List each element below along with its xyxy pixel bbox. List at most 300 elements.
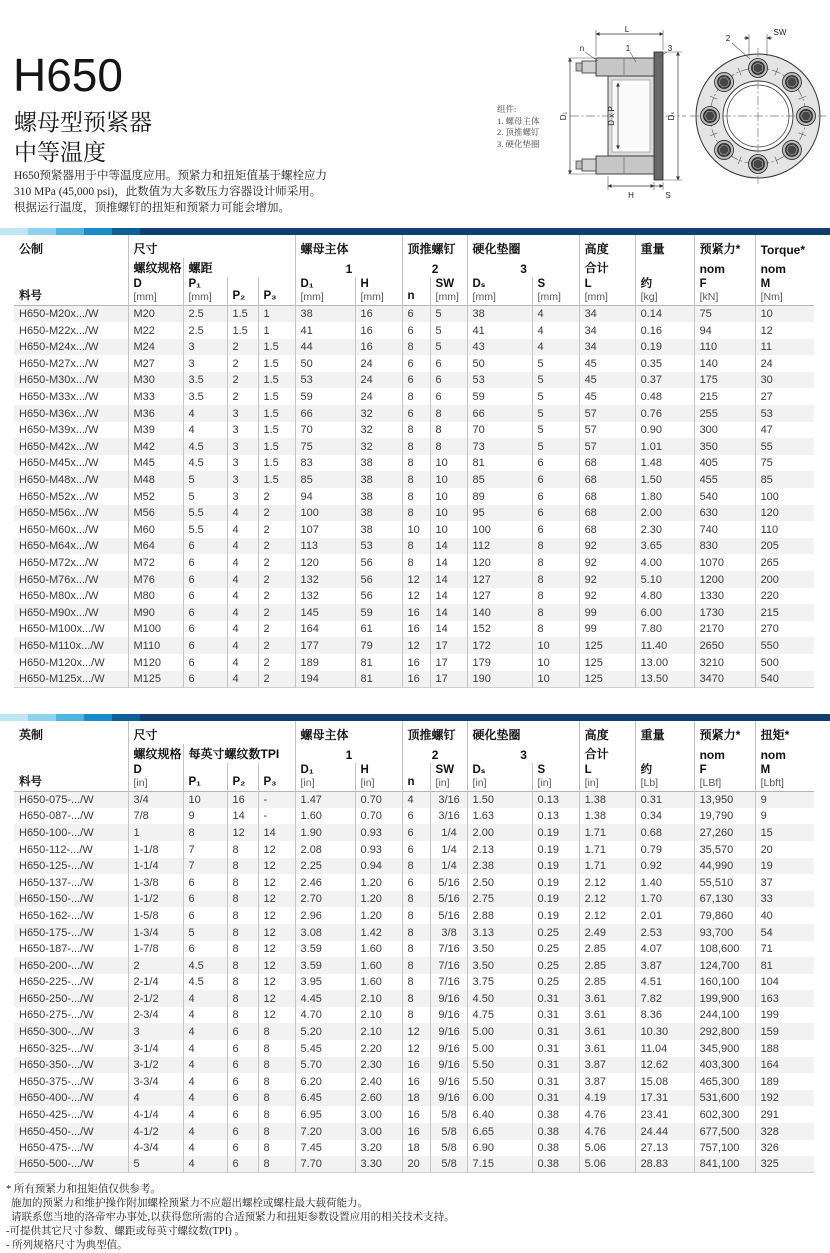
table-cell: 8 [227,907,258,924]
table-cell: 10 [532,654,579,671]
table-cell: 3 [128,1023,183,1040]
table-cell: 12 [258,990,295,1007]
table-cell: 38 [355,455,402,472]
table-cell: 6 [227,1123,258,1140]
table-cell: 71 [755,941,814,958]
table-cell: 1.38 [579,791,635,808]
table-cell: 0.38 [532,1156,579,1173]
table-cell: 55 [755,438,814,455]
table-cell: 163 [755,990,814,1007]
table-cell: 2.00 [635,505,694,522]
table-cell: 66 [467,405,532,422]
table-row [14,306,814,323]
bolt-head [749,155,768,174]
table-cell: 7.82 [635,990,694,1007]
table-cell: 107 [295,521,355,538]
table-cell: 45 [579,372,635,389]
part-number-cell: H650-M52x.../W [19,490,99,503]
part-number-cell: H650-150-.../W [19,893,94,906]
table-cell: 8 [402,438,430,455]
table-cell: 8 [402,907,430,924]
table-cell: 120 [467,554,532,571]
table-cell: 0.31 [532,1057,579,1074]
table-cell: 1 [128,824,183,841]
table-cell: 112 [467,538,532,555]
table-cell: 35,570 [694,841,755,858]
table-cell: 345,900 [694,1040,755,1057]
table-cell: 0.31 [532,1007,579,1024]
table-row [14,891,814,908]
table-cell: 8 [532,621,579,638]
table-row [14,808,814,825]
table-cell: 2 [258,604,295,621]
footnotes [6,1183,830,1253]
table-cell: 12 [402,1023,430,1040]
table-cell: 3470 [694,671,755,688]
table-cell: 8 [532,554,579,571]
table-cell: 9/16 [430,1057,467,1074]
table-cell: 2.10 [355,1023,402,1040]
table-cell: 6 [402,322,430,339]
table-cell: 0.25 [532,924,579,941]
table-cell: 0.19 [532,891,579,908]
table-cell: 215 [694,388,755,405]
table-cell: 8 [430,422,467,439]
table-cell: 17 [430,671,467,688]
table-cell: 6 [532,455,579,472]
table-cell: 630 [694,505,755,522]
subgroup-pitch: 螺距 [183,258,295,277]
table-cell: 8 [532,538,579,555]
table-cell: 5.20 [295,1023,355,1040]
group-hardened-washer: 硬化垫圈 [467,235,579,258]
table-cell: 16 [402,1123,430,1140]
part-number-cell: H650-125-.../W [19,860,94,873]
table-cell: 12 [755,322,814,339]
table-cell: 3 [227,405,258,422]
table-cell: 38 [355,488,402,505]
table-cell: 7.70 [295,1156,355,1173]
header-section [0,0,830,228]
table-cell: 7/16 [430,941,467,958]
callout-label-1: 1 [625,44,631,53]
table-cell: 6 [183,588,227,605]
table-cell: M76 [128,571,183,588]
table-cell: 9 [755,808,814,825]
group-height-total: 合计 [579,744,635,763]
table-cell: 11 [755,339,814,356]
table-cell: 6 [183,621,227,638]
column-S: S [mm] [532,277,579,306]
page-subtitle-type: 螺母型预紧器 [14,109,152,135]
table-cell: 59 [467,388,532,405]
table-cell: 75 [694,306,755,323]
table-cell: 10 [430,488,467,505]
table-cell: 602,300 [694,1106,755,1123]
table-cell: 45 [579,355,635,372]
table-cell: 5.06 [579,1156,635,1173]
table-cell: 92 [579,554,635,571]
table-cell: 8 [402,505,430,522]
table-cell: 2.88 [467,907,532,924]
table-row [14,957,814,974]
column-part-number: 料号 [19,775,42,788]
table-cell: 291 [755,1106,814,1123]
table-cell: 17.31 [635,1090,694,1107]
table-row [14,505,814,522]
group-torque: Torque* [755,235,814,258]
table-cell: 27,260 [694,824,755,841]
table-cell: 3/16 [430,791,467,808]
table-cell: 4 [227,637,258,654]
table-cell: 27.13 [635,1140,694,1157]
table-cell: 28.83 [635,1156,694,1173]
table-cell: 2 [227,372,258,389]
table-cell: 10 [430,505,467,522]
table-cell: 1.20 [355,891,402,908]
bolt-head [797,107,816,126]
column-L: L [in] [579,763,635,792]
table-cell: 0.16 [635,322,694,339]
table-row [14,355,814,372]
table-cell: 6 [402,405,430,422]
table-cell: 5/8 [430,1106,467,1123]
table-cell: 4.5 [183,974,227,991]
table-cell: 68 [579,488,635,505]
part-number-cell: H650-M110x.../W [19,639,104,652]
table-cell: 2 [258,621,295,638]
table-cell: 68 [579,455,635,472]
table-cell: 5.70 [295,1057,355,1074]
metric-table-accent-bar [0,228,830,235]
table-cell: 2.01 [635,907,694,924]
table-row [14,322,814,339]
table-cell: 38 [295,306,355,323]
table-cell: 1.5 [258,405,295,422]
part-number-cell: H650-M72x.../W [19,557,99,569]
table-cell: 75 [755,455,814,472]
table-cell: 179 [467,654,532,671]
table-cell: 30 [755,372,814,389]
table-cell: 0.70 [355,808,402,825]
table-cell: 4 [227,621,258,638]
table-cell: 44,990 [694,858,755,875]
table-cell: 57 [579,422,635,439]
jackbolt-top [576,58,654,76]
column-P1: P₁ [mm] [183,277,227,306]
table-cell: 20 [402,1156,430,1173]
table-cell: 1.80 [635,488,694,505]
footnote-line: 请联系您当地的洛帝牢办事处,以获得您所需的合适预紧力和扭矩参数设置应用的相关技术支持。 [11,1212,455,1224]
table-cell: 4.70 [295,1007,355,1024]
part-number-cell: H650-325-.../W [19,1042,94,1055]
description-line: 根据运行温度，顶推螺钉的扭矩和预紧力可能会增加。 [14,202,290,214]
table-cell: 5.06 [579,1140,635,1157]
table-cell: 3.75 [467,974,532,991]
table-cell: 8 [402,388,430,405]
table-cell: 67,130 [694,891,755,908]
table-cell: 0.19 [532,874,579,891]
table-cell: 1-1/8 [128,841,183,858]
page-subtitle-temp: 中等温度 [14,139,106,165]
table-cell: 24.44 [635,1123,694,1140]
part-number-cell: H650-M22x.../W [19,324,99,337]
part-number-cell: H650-187-.../W [19,943,94,956]
table-cell: 4.45 [295,990,355,1007]
table-cell: 328 [755,1123,814,1140]
table-cell: 4 [183,422,227,439]
table-cell: 1.50 [467,791,532,808]
callout-label-n: n [579,44,585,53]
table-cell: 27 [755,388,814,405]
part-number-cell: H650-162-.../W [19,909,94,922]
table-cell: 53 [755,405,814,422]
table-cell: 4 [532,306,579,323]
imperial-table-accent-bar [0,714,830,721]
table-cell: 16 [227,791,258,808]
table-cell: M100 [128,621,183,638]
table-cell: 164 [295,621,355,638]
table-cell: 127 [467,588,532,605]
table-cell: 5 [430,339,467,356]
table-cell: 3.5 [183,388,227,405]
table-cell: 0.13 [532,791,579,808]
table-row [14,1090,814,1107]
region-label: 公制 [19,242,44,256]
table-cell: 6.45 [295,1090,355,1107]
table-cell: 3/16 [430,808,467,825]
table-cell: 1200 [694,571,755,588]
table-cell: 83 [295,455,355,472]
table-cell: 132 [295,588,355,605]
table-cell: 1.63 [467,808,532,825]
table-cell: 45 [579,388,635,405]
table-cell: 255 [694,405,755,422]
table-cell: 3.87 [579,1057,635,1074]
table-cell: 6 [183,891,227,908]
table-cell: 10 [755,306,814,323]
table-cell: 2.46 [295,874,355,891]
group-height: 高度 [579,235,635,258]
group-nut-body: 螺母主体 [295,721,402,744]
table-cell: 4.76 [579,1123,635,1140]
table-cell: 2650 [694,637,755,654]
table-cell: 6 [430,355,467,372]
table-cell: 5/8 [430,1156,467,1173]
table-cell: 2 [258,521,295,538]
table-cell: 5 [183,471,227,488]
table-cell: 140 [694,355,755,372]
table-cell: 175 [694,372,755,389]
table-cell: 4 [183,1090,227,1107]
dim-label-SW: SW [773,28,787,37]
table-cell: 2 [258,554,295,571]
table-row [14,1040,814,1057]
table-cell: 830 [694,538,755,555]
table-cell: 92 [579,538,635,555]
dim-label-DxP: D x P [607,106,616,126]
table-cell: 8 [402,488,430,505]
table-cell: 47 [755,422,814,439]
table-cell: 1-7/8 [128,941,183,958]
table-cell: 5 [532,405,579,422]
table-cell: 0.31 [635,791,694,808]
table-cell: M80 [128,588,183,605]
table-cell: M20 [128,306,183,323]
table-cell: 4 [402,791,430,808]
table-row [14,405,814,422]
table-cell: 1.5 [227,306,258,323]
table-cell: 125 [579,637,635,654]
table-cell: 1.42 [355,924,402,941]
table-cell: 38 [355,505,402,522]
part-number-cell: H650-M36x.../W [19,407,99,420]
table-cell: 20 [755,841,814,858]
table-cell: 0.14 [635,306,694,323]
table-cell: 14 [430,554,467,571]
table-row [14,824,814,841]
component-number-1: 1 [295,258,402,277]
part-number-cell: H650-350-.../W [19,1059,94,1072]
table-cell: 2 [227,339,258,356]
table-cell: 14 [430,604,467,621]
component-legend [497,104,540,150]
group-height: 高度 [579,721,635,744]
table-cell: 8 [402,471,430,488]
table-cell: 160,100 [694,974,755,991]
table-cell: 5.00 [467,1040,532,1057]
part-number-cell: H650-275-.../W [19,1009,94,1022]
table-cell: 8 [430,438,467,455]
table-cell: 0.13 [532,808,579,825]
table-cell: 8 [402,339,430,356]
table-row [14,874,814,891]
table-cell: 5.45 [295,1040,355,1057]
table-cell: 8 [183,824,227,841]
table-cell: 2 [258,637,295,654]
table-cell: 0.25 [532,941,579,958]
table-cell: 1.5 [258,471,295,488]
table-cell: 2.49 [579,924,635,941]
table-cell: 18 [402,1140,430,1157]
table-cell: 85 [755,471,814,488]
table-row [14,571,814,588]
table-cell: 188 [755,1040,814,1057]
table-cell: M56 [128,505,183,522]
metric-table [14,235,814,688]
column-P2: P₂ [227,763,258,792]
table-cell: 68 [579,471,635,488]
table-cell: 0.31 [532,1040,579,1057]
table-cell: 192 [755,1090,814,1107]
part-number-cell: H650-475-.../W [19,1142,94,1155]
table-cell: 3.95 [295,974,355,991]
table-cell: 0.79 [635,841,694,858]
table-cell: 7/16 [430,957,467,974]
table-cell: 43 [467,339,532,356]
table-cell: 5.10 [635,571,694,588]
table-cell: 2.10 [355,990,402,1007]
table-cell: - [258,791,295,808]
table-cell: 0.25 [532,957,579,974]
table-cell: 0.92 [635,858,694,875]
table-cell: 6 [183,637,227,654]
table-cell: 4.50 [467,990,532,1007]
table-cell: 110 [755,521,814,538]
table-cell: 1.5 [258,339,295,356]
flange-front-view [690,28,826,184]
table-cell: 8 [532,588,579,605]
table-cell: 34 [579,306,635,323]
table-cell: 0.35 [635,355,694,372]
table-cell: 4-1/4 [128,1106,183,1123]
table-cell: 2.12 [579,891,635,908]
column-Ds: Dₛ [mm] [467,277,532,306]
table-cell: 6.90 [467,1140,532,1157]
table-cell: 0.48 [635,388,694,405]
table-cell: 57 [579,438,635,455]
column-L: L [mm] [579,277,635,306]
table-row [14,471,814,488]
table-cell: 8 [402,1007,430,1024]
table-cell: 8 [430,405,467,422]
table-cell: M42 [128,438,183,455]
table-cell: 172 [467,637,532,654]
table-cell: 104 [755,974,814,991]
table-cell: 38 [355,471,402,488]
table-cell: 6 [183,538,227,555]
table-cell: 13,950 [694,791,755,808]
table-cell: 5.50 [467,1073,532,1090]
table-cell: 5/16 [430,907,467,924]
table-cell: 2.40 [355,1073,402,1090]
table-cell: 3.20 [355,1140,402,1157]
part-number-cell: H650-225-.../W [19,976,94,989]
footnote-line: 施加的预紧力和维护操作附加螺栓预紧力不应超出螺栓或螺柱最大载荷能力。 [11,1198,368,1210]
table-cell: 16 [355,322,402,339]
table-cell: 3 [227,455,258,472]
part-number-cell: H650-M42x.../W [19,440,99,453]
table-cell: 6 [227,1156,258,1173]
table-cell: 0.94 [355,858,402,875]
table-cell: 81 [355,654,402,671]
table-cell: 81 [467,455,532,472]
table-cell: 3-1/2 [128,1057,183,1074]
table-cell: 14 [227,808,258,825]
table-cell: 0.93 [355,841,402,858]
table-cell: 0.70 [355,791,402,808]
table-cell: 8 [258,1140,295,1157]
table-row [14,990,814,1007]
table-cell: 0.31 [532,1090,579,1107]
table-cell: 3.87 [635,957,694,974]
table-cell: 2.30 [635,521,694,538]
table-cell: 4 [227,521,258,538]
table-cell: 38 [467,306,532,323]
table-cell: 6 [227,1073,258,1090]
table-cell: 6 [227,1140,258,1157]
subgroup-tpi: 每英寸螺纹数TPI [183,744,295,763]
table-cell: 24 [355,355,402,372]
table-cell: 113 [295,538,355,555]
table-cell: 24 [355,388,402,405]
table-cell: 127 [467,571,532,588]
table-cell: 3.59 [295,941,355,958]
table-cell: 61 [355,621,402,638]
part-number-cell: H650-250-.../W [19,992,94,1005]
table-cell: 0.19 [532,824,579,841]
table-row [14,671,814,688]
